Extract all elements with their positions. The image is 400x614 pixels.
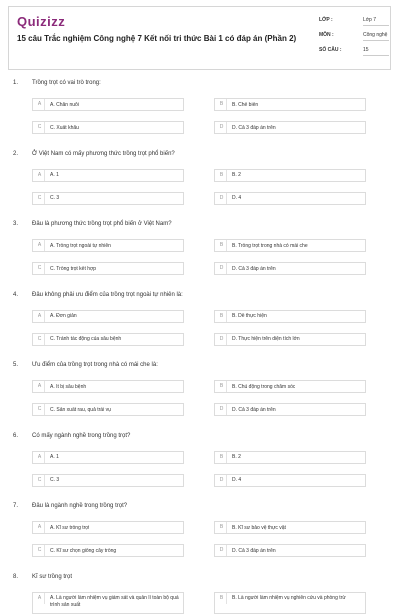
option-b[interactable] [214,521,366,534]
option-text: A. Ít bị sâu bệnh [50,383,87,390]
option-text: A. Chăn nuôi [50,101,79,108]
question-number: 3. [13,221,19,227]
option-text: B. Là người làm nhiệm vụ nghiên cứu và phòng trừ [232,594,346,601]
meta-subject-key: MÔN : [319,32,334,38]
option-b[interactable] [214,98,366,111]
option-c[interactable] [32,474,184,487]
option-text: A. Đơn giản [50,313,77,319]
question-text: Ở Việt Nam có mấy phương thức trồng trọt phổ biến? [32,150,175,157]
question-number: 5. [13,362,19,368]
option-c[interactable] [32,192,184,205]
option-text: A. 1 [50,454,59,460]
option-letter-badge: C [35,334,45,345]
option-letter-badge: C [35,475,45,486]
option-letter-badge: A [35,381,45,392]
question-text: Có mấy ngành nghề trong trồng trọt? [32,432,131,439]
option-letter-badge: B [217,381,227,392]
option-d[interactable] [214,192,366,205]
option-d[interactable] [214,262,366,275]
worksheet-title: 15 câu Trắc nghiệm Công nghệ 7 Kết nối tri thức Bài 1 có đáp án (Phần 2) [17,34,297,43]
question-text: Kĩ sư trồng trọt [32,573,73,580]
option-text: D. Thực hiện trên diện tích lớn [232,336,300,342]
option-a[interactable] [32,451,184,464]
meta-count-key: SỐ CÂU : [319,47,342,53]
option-a[interactable] [32,592,184,614]
option-letter-badge: A [35,522,45,533]
option-c[interactable] [32,403,184,416]
worksheet-header [8,6,391,70]
option-text: C. Trồng trọt kết hợp [50,265,97,272]
option-text: A. Kĩ sư trồng trọt [50,524,90,531]
question-text: Đâu là ngành nghề trong trồng trọt? [32,503,128,509]
option-b[interactable] [214,169,366,182]
option-a[interactable] [32,380,184,393]
question-text: Ưu điểm của trồng trọt trong nhà có mái che là: [32,362,158,368]
question-number: 7. [13,503,19,509]
meta-count-value: 15 [363,47,369,53]
option-letter-badge: A [35,311,45,322]
meta-grade-value: Lớp 7 [363,17,377,23]
option-a[interactable] [32,169,184,182]
option-text: C. Kĩ sư chọn giống cây trồng [50,547,117,554]
question-text: Đâu là phương thức trồng trọt phổ biến ở Việt Nam? [32,221,172,227]
option-letter-badge: B [217,99,227,110]
question-number: 8. [13,573,19,580]
meta-grade-key: LỚP : [319,17,333,23]
option-text: B. Dễ thực hiện [232,313,267,319]
option-letter-badge: A [35,240,45,251]
question-text: Đâu không phải ưu điểm của trồng trọt ngoài tự nhiên là: [32,291,183,298]
option-letter-badge: D [217,193,227,204]
option-letter-badge: D [217,404,227,415]
question-number: 2. [13,150,19,157]
option-text: D. 4 [232,477,242,483]
option-c[interactable] [32,333,184,346]
option-text: C. 3 [50,195,60,201]
option-letter-badge: A [35,170,45,181]
option-letter-badge: B [217,452,227,463]
option-text: C. 3 [50,477,60,483]
option-letter-badge: A [35,593,45,604]
option-letter-badge: A [35,452,45,463]
option-text: C. Xuất khẩu [50,124,79,131]
option-text: B. Trồng trọt trong nhà có mái che [232,242,308,249]
option-text: D. Cả 3 đáp án trên [232,406,276,413]
option-letter-badge: C [35,263,45,274]
option-a[interactable] [32,310,184,323]
option-a[interactable] [32,239,184,252]
option-b[interactable] [214,592,366,614]
option-c[interactable] [32,121,184,134]
option-b[interactable] [214,310,366,323]
option-d[interactable] [214,121,366,134]
option-text: D. Cả 3 đáp án trên [232,124,276,131]
option-letter-badge: B [217,311,227,322]
option-d[interactable] [214,474,366,487]
option-letter-badge: D [217,545,227,556]
option-letter-badge: C [35,122,45,133]
option-letter-badge: C [35,193,45,204]
question-number: 1. [13,80,19,86]
option-letter-badge: B [217,593,227,604]
option-letter-badge: C [35,404,45,415]
option-letter-badge: B [217,240,227,251]
question-number: 4. [13,291,19,298]
option-letter-badge: D [217,263,227,274]
option-letter-badge: D [217,475,227,486]
question-number: 6. [13,432,19,439]
option-letter-badge: B [217,170,227,181]
meta-subject-value: Công nghệ [363,32,388,38]
option-letter-badge: A [35,99,45,110]
option-text: D. Cả 3 đáp án trên [232,265,276,272]
option-text: D. Cả 3 đáp án trên [232,547,276,554]
option-text: B. Chế biến [232,101,259,108]
option-a[interactable] [32,98,184,111]
option-letter-badge: C [35,545,45,556]
option-text: D. 4 [232,195,242,201]
option-d[interactable] [214,403,366,416]
option-letter-badge: D [217,122,227,133]
option-text: A. Là người làm nhiệm vụ giám sát và quản lí toàn bộ quá trình sản xuất [50,594,179,608]
option-text: C. Tránh tác động của sâu bệnh [50,336,122,342]
option-b[interactable] [214,380,366,393]
option-b[interactable] [214,451,366,464]
option-letter-badge: B [217,522,227,533]
option-text: A. 1 [50,172,59,178]
option-c[interactable] [32,544,184,557]
option-text: C. Sản xuất rau, quả trái vụ [50,406,111,413]
question-text: Trồng trọt có vai trò trong: [32,80,101,86]
option-text: B. Kĩ sư bảo vệ thực vật [232,524,286,531]
option-text: B. Chủ động trong chăm sóc [232,383,296,390]
option-text: B. 2 [232,172,241,178]
quizizz-logo: Quizizz [17,14,66,29]
option-b[interactable] [214,239,366,252]
option-text: A. Trồng trọt ngoài tự nhiên [50,242,111,249]
option-a[interactable] [32,521,184,534]
option-text: B. 2 [232,454,241,460]
option-d[interactable] [214,544,366,557]
option-letter-badge: D [217,334,227,345]
option-d[interactable] [214,333,366,346]
option-c[interactable] [32,262,184,275]
